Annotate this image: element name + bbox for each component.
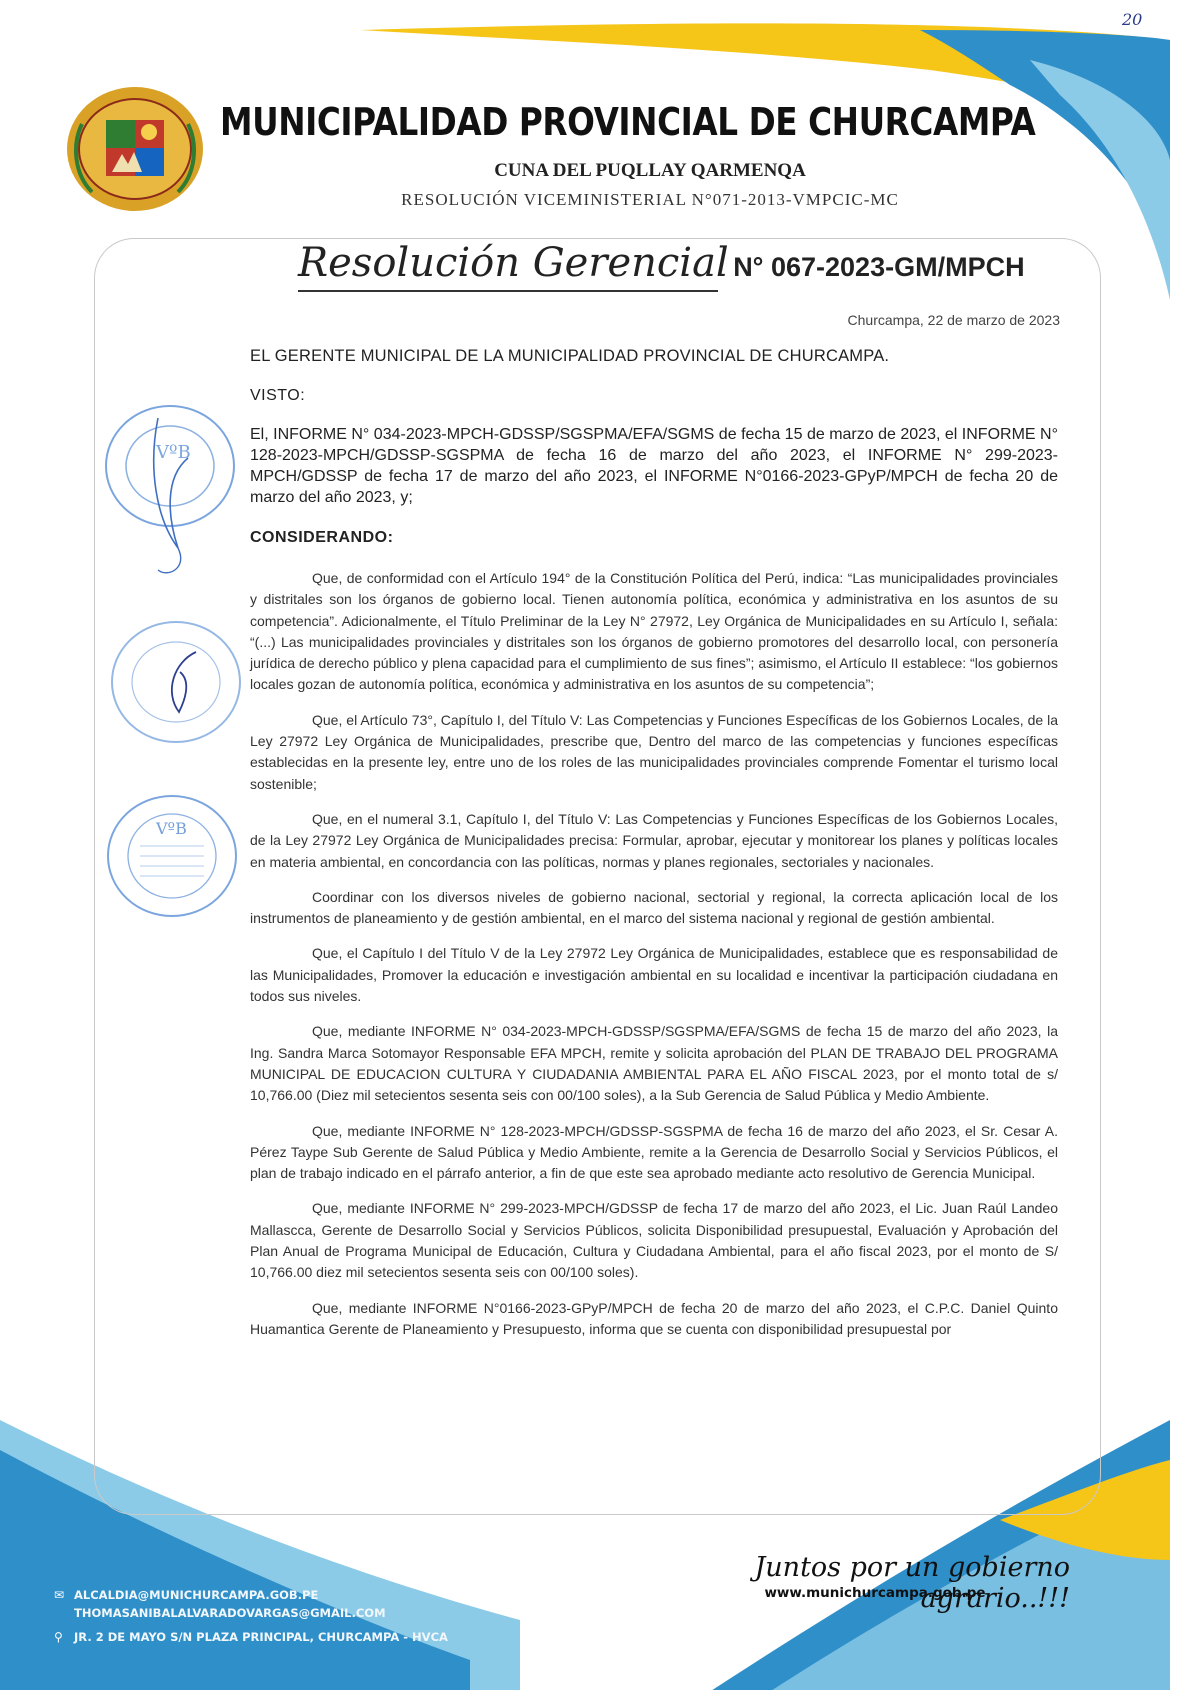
resolution-number: N° 067-2023-GM/MPCH (733, 252, 1025, 282)
visto-text: El, INFORME N° 034-2023-MPCH-GDSSP/SGSPMA/EFA/SGMS de fecha 15 de marzo de 2023, el INFORME N° 128-2023-MPCH/GDSSP-SGSPMA de fecha 16 de marzo del año 2023, el INFORME N° 299-2023-MPCH/GDSSP de fecha 17 de marzo del año 2023, el INFORME N°0166-2023-GPyP/MPCH de fecha 20 de marzo del año 2023, y; (250, 426, 1058, 506)
contact-email-1 (54, 1588, 318, 1602)
organization-resolution: RESOLUCIÓN VICEMINISTERIAL N°071-2013-VMPCIC-MC (401, 190, 899, 209)
visto-label: VISTO: (250, 387, 306, 404)
svg-text:VºB: VºB (156, 442, 191, 463)
paragraph: Que, el Artículo 73°, Capítulo I, del Título V: Las Competencias y Funciones Específicas de los Gobiernos Locales, de la Ley 27972 Ley Orgánica de Municipalidades, prescribe que, Dentro del marco de las competencias y funciones específicas establecidas en la presente ley, entre uno de los roles de las municipalidades provinciales comprende Fomentar el turismo local sostenible; (250, 711, 1058, 792)
contact-email-2 (74, 1606, 386, 1620)
paragraph: Que, mediante INFORME N°0166-2023-GPyP/MPCH de fecha 20 de marzo del año 2023, el C.P.C. Daniel Quinto Huamantica Gerente de Planeamiento y Presupuesto, informa que se cuenta con disponibilidad presupuestal por (250, 1299, 1058, 1337)
organization-motto: CUNA DEL PUQLLAY QARMENQA (494, 160, 806, 181)
considerando-label: CONSIDERANDO: (250, 529, 394, 546)
vb-stamp-gerencia (98, 398, 248, 588)
svg-text:VºB: VºB (156, 819, 187, 838)
contact-address (54, 1630, 448, 1644)
heading-script-title: Resolución Gerencial (298, 240, 729, 286)
municipal-seal-stamp (104, 612, 254, 752)
municipal-crest-logo (62, 84, 208, 214)
issuer-line: EL GERENTE MUNICIPAL DE LA MUNICIPALIDAD PROVINCIAL DE CHURCAMPA. (250, 347, 890, 365)
paragraph: Que, de conformidad con el Artículo 194° de la Constitución Política del Perú, indica: “Las municipalidades provinciales y distritales son los órganos de gobierno local. Tienen autonomía política, económica y administrativa en los asuntos de su competencia”. Adicionalmente, el Título Preliminar de la Ley N° 27972, Ley Orgánica de Municipalidades en su Artículo I, señala: “(...) Las municipalidades provinciales y distritales son los órganos de gobierno promotores del desarrollo local, con personería jurídica de derecho público y plena capacidad para el cumplimiento de sus fines”; asimismo, el Artículo II establece: “los gobiernos locales gozan de autonomía política, económica y administrativa en los asuntos de su competencia”; (250, 570, 1058, 693)
heading-underline (298, 290, 718, 292)
paragraph: Que, mediante INFORME N° 128-2023-MPCH/GDSSP-SGSPMA de fecha 16 de marzo del año 2023, el Sr. Cesar A. Pérez Taype Sub Gerente de Salud Pública y Medio Ambiente, remite a la Gerencia de Desarrollo Social y Servicios Públicos, el plan de trabajo indicado en el párrafo anterior, a fin de que este sea aprobado mediante acto resolutivo de Gerencia Municipal. (250, 1122, 1058, 1182)
footer-slogan: Juntos por un gobierno agrario..!!! (754, 1552, 1070, 1614)
considerando-paragraphs (250, 568, 1058, 1354)
address-text: JR. 2 DE MAYO S/N PLAZA PRINCIPAL, CHURCAMPA - HVCA (74, 1630, 448, 1644)
envelope-icon: ✉ (54, 1588, 65, 1602)
email-1-text: ALCALDIA@MUNICHURCAMPA.GOB.PE (74, 1588, 319, 1602)
vb-stamp-desarrollo-social (100, 790, 245, 925)
page-number: 20 (1122, 10, 1143, 29)
paragraph: Coordinar con los diversos niveles de gobierno nacional, sectorial y regional, la correcta aplicación local de los instrumentos de planeamiento y de gestión ambiental, en el marco del sistema nacional y regional de gestión ambiental. (250, 888, 1058, 927)
location-pin-icon: ⚲ (54, 1630, 63, 1644)
footer-website: www.munichurcampa.gob.pe (764, 1585, 986, 1601)
paragraph: Que, mediante INFORME N° 034-2023-MPCH-GDSSP/SGSPMA/EFA/SGMS de fecha 15 de marzo del año 2023, la Ing. Sandra Marca Sotomayor Responsable EFA MPCH, remite y solicita aprobación del PLAN DE TRABAJO DEL PROGRAMA MUNICIPAL DE EDUCACION CULTURA Y CIUDADANIA AMBIENTAL PARA EL AÑO FISCAL 2023, por el monto total de s/ 10,766.00 (Diez mil setecientos sesenta seis con 00/100 soles), a la Sub Gerencia de Salud Pública y Medio Ambiente. (250, 1023, 1058, 1104)
email-2-text: THOMASANIBALALVARADOVARGAS@GMAIL.COM (74, 1606, 386, 1620)
paragraph: Que, mediante INFORME N° 299-2023-MPCH/GDSSP de fecha 17 de marzo del año 2023, el Lic. Juan Raúl Landeo Mallascca, Gerente de Desarrollo Social y Servicios Públicos, solicita Disponibilidad presupuestal, Evaluación y Aprobación del Plan Anual de Programa Municipal de Educación, Cultura y Ciudadana Ambiental, para el año fiscal 2023, por el monto de S/ 10,766.00 diez mil setecientos sesenta seis con 00/100 soles). (250, 1200, 1058, 1281)
paragraph: Que, el Capítulo I del Título V de la Ley 27972 Ley Orgánica de Municipalidades, establece que es responsabilidad de las Municipalidades, Promover la educación e investigación ambiental en su localidad e incentivar la participación ciudadana en todos sus niveles. (250, 945, 1058, 1005)
paragraph: Que, en el numeral 3.1, Capítulo I, del Título V: Las Competencias y Funciones Específicas de los Gobiernos Locales, de la Ley 27972 Ley Orgánica de Municipalidades precisa: Formular, aprobar, ejecutar y monitorear los planes y políticas locales en materia ambiental, en concordancia con las políticas, normas y planes regionales, sectoriales y nacionales. (250, 810, 1058, 870)
organization-title: MUNICIPALIDAD PROVINCIAL DE CHURCAMPA (220, 100, 1036, 144)
document-heading (298, 240, 1038, 296)
place-date: Churcampa, 22 de marzo de 2023 (847, 312, 1060, 328)
